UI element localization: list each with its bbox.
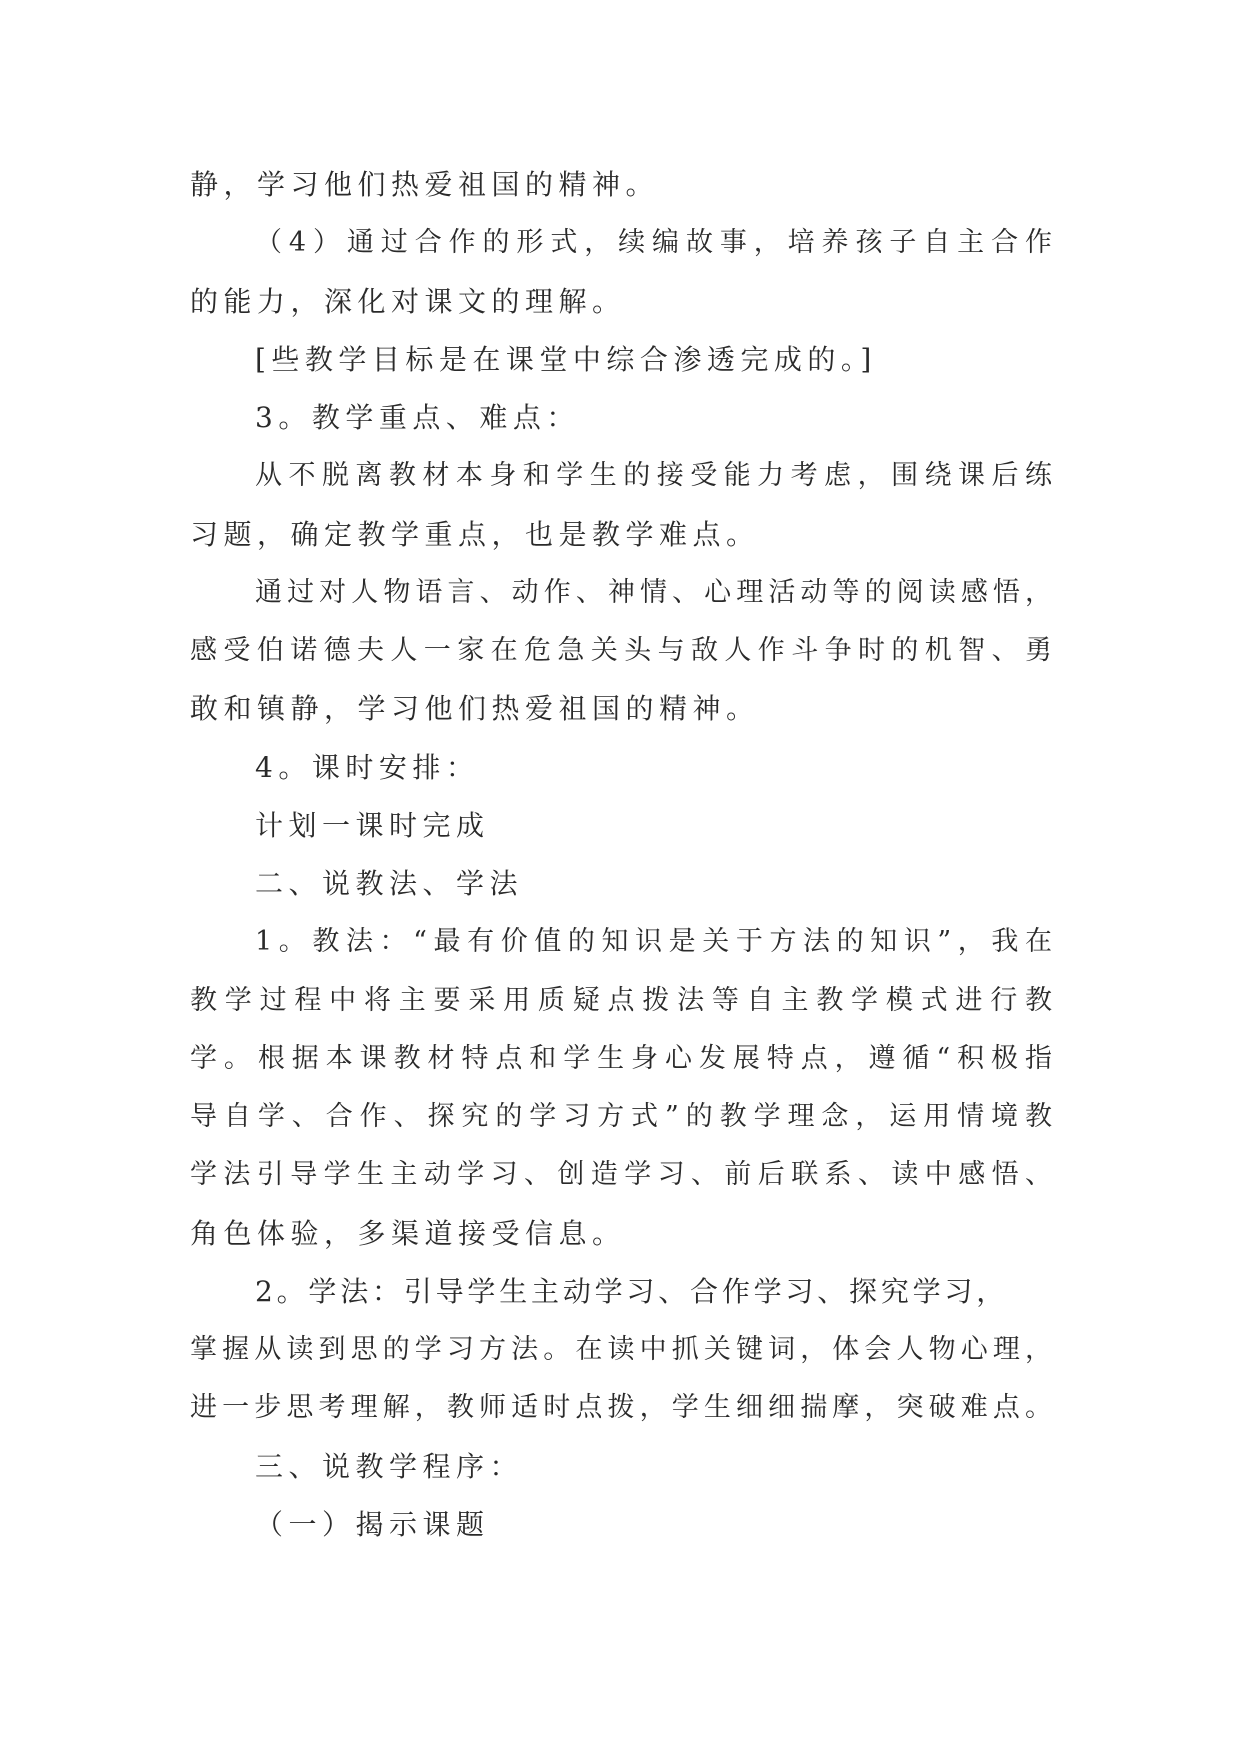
text-line: 从不脱离教材本身和学生的接受能力考虑，围绕课后练 xyxy=(255,460,1052,492)
text-line: 角色体验，多渠道接受信息。 xyxy=(190,1216,626,1250)
text-line: 通过对人物语言、动作、神情、心理活动等的阅读感悟， xyxy=(255,576,1052,608)
text-line: 静，学习他们热爱祖国的精神。 xyxy=(190,168,660,201)
section-heading: 4。课时安排： xyxy=(255,750,480,784)
text-line: 2。学法：引导学生主动学习、合作学习、探究学习， xyxy=(255,1274,1009,1308)
section-heading: 3。教学重点、难点： xyxy=(255,401,580,434)
text-line: 导自学、合作、探究的学习方式”的教学理念，运用情境教 xyxy=(190,1101,1052,1132)
subsection-heading: （一）揭示课题 xyxy=(255,1507,490,1541)
text-line: 习题，确定教学重点，也是教学难点。 xyxy=(190,517,760,551)
text-line: 教学过程中将主要采用质疑点拨法等自主教学模式进行教 xyxy=(190,984,1052,1016)
text-line: [些教学目标是在课堂中综合渗透完成的。] xyxy=(255,342,877,376)
text-line: 1。教法：“最有价值的知识是关于方法的知识”，我在 xyxy=(255,926,1052,958)
text-line: 计划一课时完成 xyxy=(255,808,490,842)
text-line: （4）通过合作的形式，续编故事，培养孩子自主合作 xyxy=(255,227,1052,259)
text-line: 学法引导学生主动学习、创造学习、前后联系、读中感悟、 xyxy=(190,1159,1052,1191)
text-line: 感受伯诺德夫人一家在危急关头与敌人作斗争时的机智、勇 xyxy=(190,635,1052,666)
section-heading: 二、说教法、学法 xyxy=(255,867,524,900)
body-text xyxy=(190,156,1052,1554)
text-line: 的能力，深化对课文的理解。 xyxy=(190,284,626,318)
text-line: 学。根据本课教材特点和学生身心发展特点，遵循“积极指 xyxy=(190,1042,1052,1074)
text-line: 进一步思考理解，教师适时点拨，学生细细揣摩，突破难点。 xyxy=(190,1392,1052,1424)
section-heading: 三、说教学程序： xyxy=(255,1449,524,1483)
text-line: 掌握从读到思的学习方法。在读中抓关键词，体会人物心理， xyxy=(190,1334,1052,1365)
text-line: 敢和镇静，学习他们热爱祖国的精神。 xyxy=(190,692,760,726)
